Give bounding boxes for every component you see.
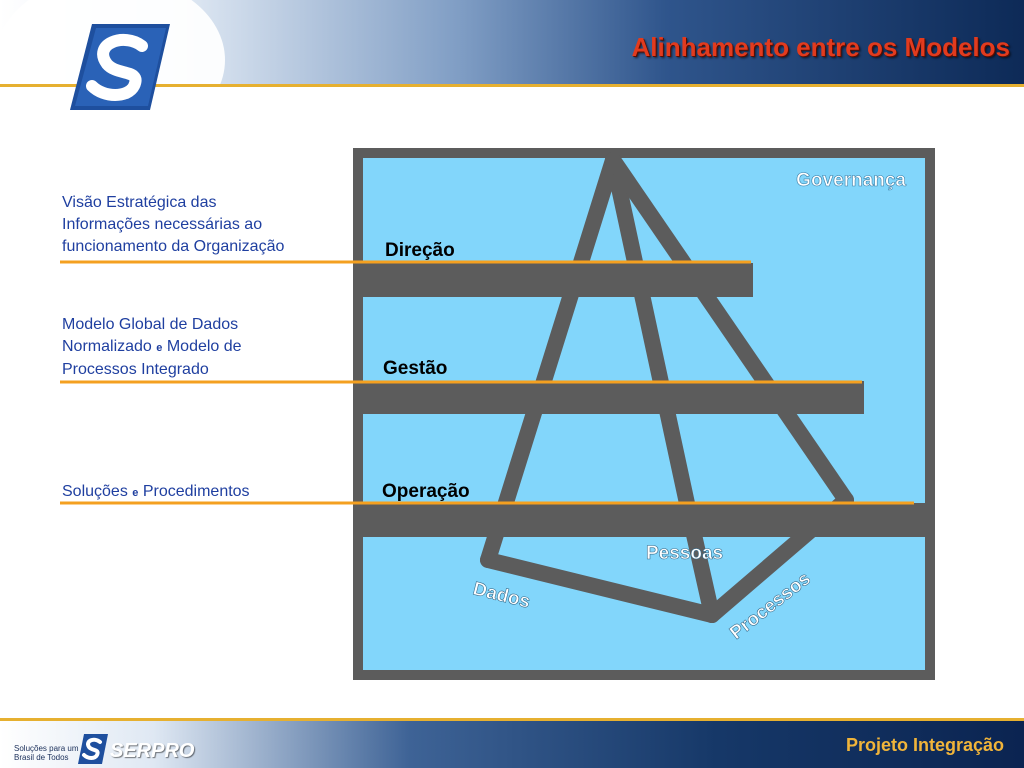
governance-label: Governança [796,170,906,191]
desc-line: Processos Integrado [62,361,209,378]
serpro-footer-logo-icon [76,732,110,766]
slogan-line: Soluções para um [14,744,79,753]
desc-line: Visão Estratégica das [62,194,217,211]
desc-part: Procedimentos [138,483,250,500]
desc-part: Modelo de [162,338,242,355]
slogan-line: Brasil de Todos [14,753,69,762]
desc-connector: e [156,342,163,354]
desc-connector: e [132,487,139,499]
level-operacao: Operação [382,481,470,502]
gestao-bar [358,381,864,414]
level-gestao: Gestão [383,358,448,379]
level-direcao: Direção [385,240,455,261]
desc-line: Modelo Global de Dados [62,316,239,333]
vertex-dados: Dados [470,578,533,613]
vertex-processos: Processos [726,568,815,644]
desc-part: Normalizado [62,338,157,355]
direcao-bar [358,263,753,297]
desc-line: funcionamento da Organização [62,238,285,255]
company-name: SERPRO [110,740,195,762]
desc-part: Soluções [62,483,133,500]
page-title: Alinhamento entre os Modelos [631,32,1010,62]
vertex-pessoas: Pessoas [646,543,724,564]
footer-slogan [14,744,84,762]
desc-line: Informações necessárias ao [62,216,263,233]
project-brand: Projeto Integração [845,735,1004,755]
operacao-bar [358,503,930,537]
